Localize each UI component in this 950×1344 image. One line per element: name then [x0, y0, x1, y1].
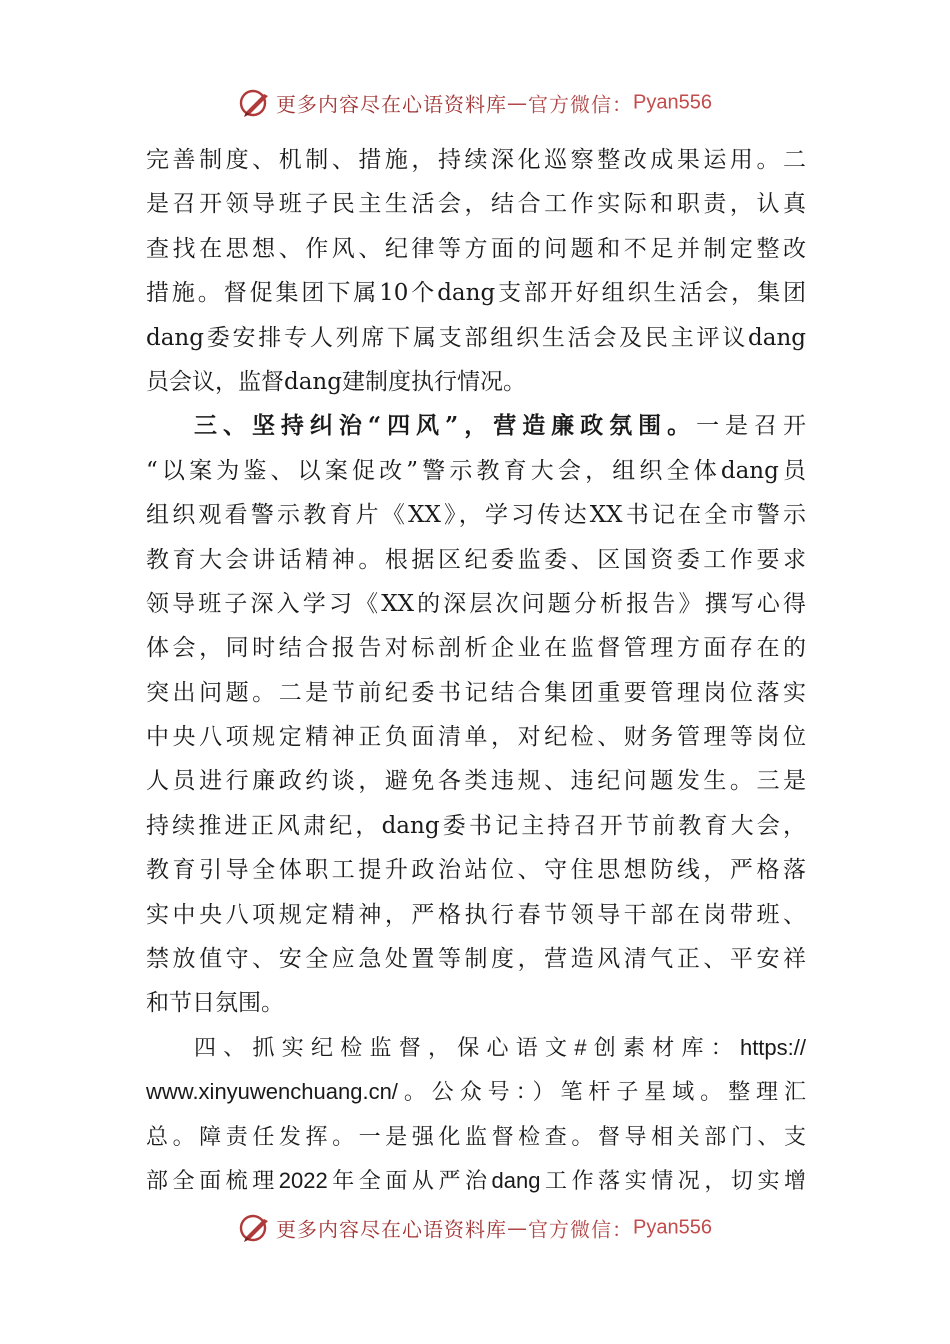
text-span: 一是召开	[696, 413, 806, 440]
banner-dash: —	[507, 1216, 529, 1240]
pen-logo-icon	[238, 1211, 272, 1245]
text-line: www.xinyuwenchuang.cn/。公众号：）笔杆子星域。整理汇	[146, 1079, 806, 1105]
header-banner	[0, 86, 950, 120]
banner-sub-text: 官方微信：	[528, 1217, 634, 1242]
banner-dash: —	[507, 91, 529, 115]
banner-wechat-id: Pyan556	[633, 1216, 712, 1239]
text-line: 体会，同时结合报告对标剖析企业在监督管理方面存在的	[146, 635, 806, 662]
text-line: 实中央八项规定精神，严格执行春节领导干部在岗带班、	[146, 901, 806, 928]
text-line: 完善制度、机制、措施，持续深化巡察整改成果运用。二	[146, 147, 806, 173]
text-line: 突出问题。二是节前纪委书记结合集团重要管理岗位落实	[146, 679, 806, 706]
text-line: 查找在思想、作风、纪律等方面的问题和不足并制定整改	[146, 235, 806, 262]
text-line: 四、抓实纪检监督，保心语文#创素材库：https://	[194, 1034, 806, 1060]
text-line: 员会议，监督dang建制度执行情况。	[146, 368, 526, 395]
footer-banner	[0, 1211, 950, 1245]
pen-logo-icon	[238, 86, 272, 120]
paragraph-3-first-line	[146, 404, 806, 448]
text-line: 组织观看警示教育片《XX》，学习传达XX书记在全市警示	[146, 502, 806, 529]
text-line: 中央八项规定精神正负面清单，对纪检、财务管理等岗位	[146, 724, 806, 751]
text-line: 领导班子深入学习《XX的深层次问题分析报告》撰写心得	[146, 590, 806, 617]
text-line: 禁放值守、安全应急处置等制度，营造风清气正、平安祥	[146, 946, 806, 973]
text-line: 总。障责任发挥。一是强化监督检查。督导相关部门、支	[146, 1123, 806, 1149]
document-body	[146, 138, 806, 1203]
paragraph-4	[146, 1026, 806, 1204]
text-line: 教育大会讲话精神。根据区纪委监委、区国资委工作要求	[146, 546, 806, 573]
paragraph-2-tail	[146, 138, 806, 404]
banner-main-text: 更多内容尽在心语资料库	[276, 1217, 508, 1242]
paragraph-3	[146, 404, 806, 1025]
text-line: 和节日氛围。	[146, 990, 284, 1017]
text-line: 措施。督促集团下属10个dang支部开好组织生活会，集团	[146, 280, 806, 307]
banner-wechat-id: Pyan556	[633, 91, 712, 114]
text-line: “以案为鉴、以案促改”警示教育大会，组织全体dang员	[146, 457, 806, 484]
section-heading: 三、坚持纠治“四风”，营造廉政氛围。	[194, 412, 697, 440]
text-line: 教育引导全体职工提升政治站位、守住思想防线，严格落	[146, 857, 806, 884]
text-line: dang委安排专人列席下属支部组织生活会及民主评议dang	[146, 324, 806, 351]
text-line: 人员进行廉政约谈，避免各类违规、违纪问题发生。三是	[146, 768, 806, 795]
banner-sub-text: 官方微信：	[528, 92, 634, 117]
text-line: 是召开领导班子民主生活会，结合工作实际和职责，认真	[146, 191, 806, 218]
text-line: 部全面梳理2022年全面从严治dang工作落实情况，切实增	[146, 1167, 806, 1193]
banner-main-text: 更多内容尽在心语资料库	[276, 92, 508, 117]
text-line: 持续推进正风肃纪，dang委书记主持召开节前教育大会，	[146, 812, 806, 839]
